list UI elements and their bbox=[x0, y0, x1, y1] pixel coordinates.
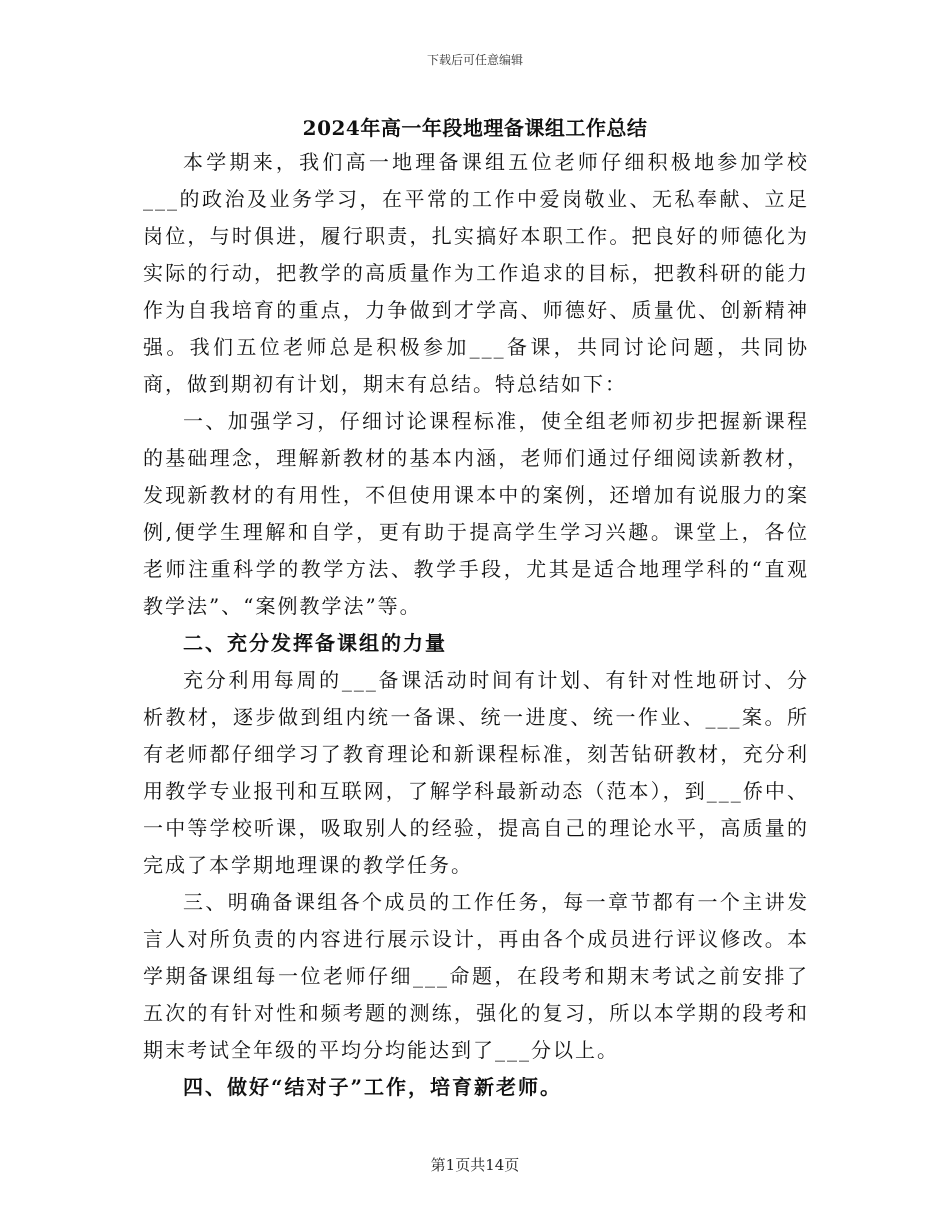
page-number-indicator: 第1页共14页 bbox=[430, 1156, 520, 1174]
document-body bbox=[143, 144, 809, 1106]
section-1-paragraph: 一、加强学习，仔细讨论课程标准，使全组老师初步把握新课程的基础理念，理解新教材的基本内涵，老师们通过仔细阅读新教材，发现新教材的有用性，不但使用课本中的案例，还增加有说服力的案例,便学生理解和自学，更有助于提高学生学习兴趣。课堂上，各位老师注重科学的教学方法、教学手段，尤其是适合地理学科的“直观教学法”、“案例教学法”等。 bbox=[143, 409, 809, 618]
section-4-heading: 四、做好“结对子”工作，培育新老师。 bbox=[183, 1075, 563, 1099]
page-header-note: 下载后可任意编辑 bbox=[426, 53, 523, 67]
document-title: 2024年高一年段地理备课组工作总结 bbox=[302, 116, 648, 140]
intro-paragraph: 本学期来，我们高一地理备课组五位老师仔细积极地参加学校___的政治及业务学习，在平常的工作中爱岗敬业、无私奉献、立足岗位，与时俱进，履行职责，扎实搞好本职工作。把良好的师德化为实际的行动，把教学的高质量作为工作追求的目标，把教科研的能力作为自我培育的重点，力争做到才学高、师德好、质量优、创新精神强。我们五位老师总是积极参加___备课，共同讨论问题，共同协商，做到期初有计划，期末有总结。特总结如下： bbox=[143, 150, 809, 396]
section-3-paragraph: 三、明确备课组各个成员的工作任务，每一章节都有一个主讲发言人对所负责的内容进行展示设计，再由各个成员进行评议修改。本学期备课组每一位老师仔细___命题，在段考和期末考试之前安排了五次的有针对性和频考题的测练，强化的复习，所以本学期的段考和期末考试全年级的平均分均能达到了___分以上。 bbox=[143, 890, 809, 1062]
section-2-paragraph: 充分利用每周的___备课活动时间有计划、有针对性地研讨、分析教材，逐步做到组内统一备课、统一进度、统一作业、___案。所有老师都仔细学习了教育理论和新课程标准，刻苦钻研教材，充分利用教学专业报刊和互联网，了解学科最新动态（范本），到___侨中、一中等学校听课，吸取别人的经验，提高自己的理论水平，高质量的完成了本学期地理课的教学任务。 bbox=[143, 668, 809, 877]
section-2-heading: 二、充分发挥备课组的力量 bbox=[183, 631, 447, 655]
